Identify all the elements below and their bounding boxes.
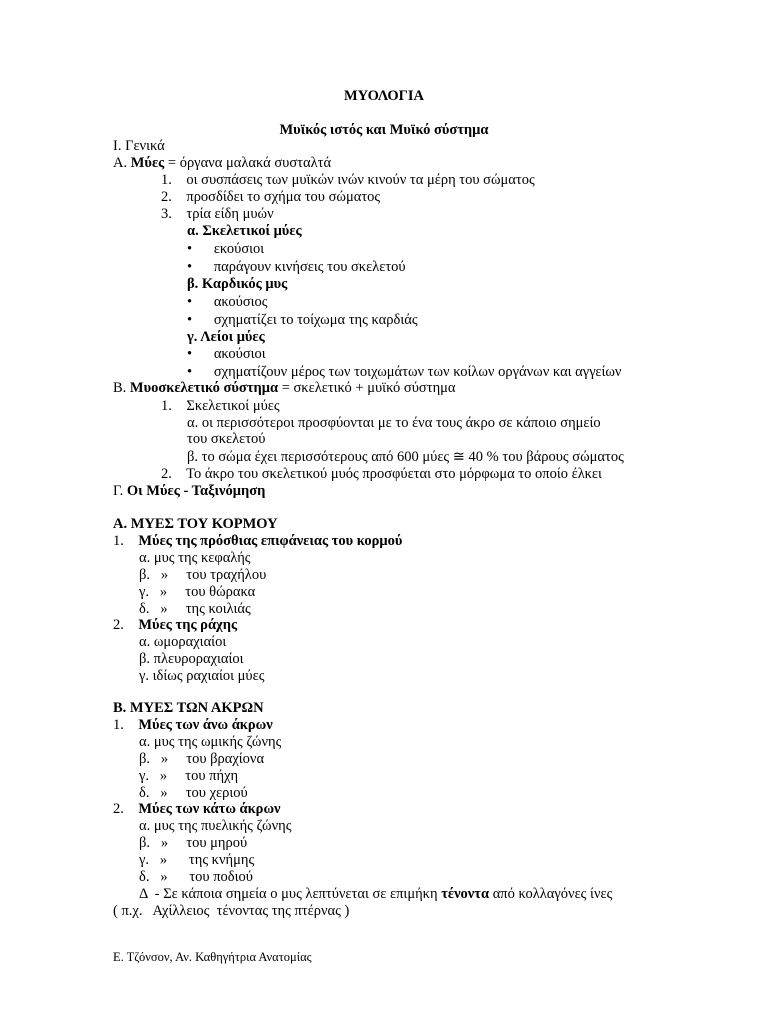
text-line [113, 380, 456, 397]
text-run: α. ωμοραχιαίοι [139, 634, 227, 650]
text-line [161, 189, 380, 206]
text-run: 2. προσδίδει το σχήμα του σώματος [161, 189, 381, 205]
text-run: β. » του βραχίονα [139, 751, 265, 767]
bold-text: Μύες των κάτω άκρων [138, 801, 281, 817]
text-run: 2. [113, 617, 139, 633]
text-line [187, 259, 406, 276]
text-run: δ. » του ποδιού [139, 869, 253, 885]
text-run: ( π.χ. Αχίλλειος τένοντας της πτέρνας ) [113, 903, 350, 919]
text-line [139, 818, 291, 835]
text-run: β. το σώμα έχει περισσότερους από 600 μύες ≅ 40 % του βάρους σώματος [187, 449, 624, 465]
text-line [187, 364, 621, 381]
text-line [187, 415, 601, 432]
text-line [187, 329, 265, 346]
text-run: β. πλευροραχιαίοι [139, 651, 244, 667]
text-run: Α. [113, 155, 131, 171]
text-run: • παράγουν κινήσεις του σκελετού [187, 259, 406, 275]
text-run: β. » του μηρού [139, 835, 248, 851]
text-line [139, 886, 612, 903]
text-line [187, 449, 624, 466]
text-run: α. οι περισσότεροι προσφύονται με το ένα τους άκρο σε κάποιο σημείο [187, 415, 601, 431]
bold-text: β. Καρδικός μυς [187, 276, 288, 292]
text-line [139, 869, 253, 886]
text-run: α. μυς της κεφαλής [139, 550, 251, 566]
text-run: Β. [113, 380, 130, 396]
text-line [139, 567, 266, 584]
bold-text: Οι Μύες - Ταξινόμηση [126, 483, 266, 499]
text-line [139, 601, 251, 618]
text-run: Ι. Γενικά [113, 138, 165, 154]
text-line [113, 483, 265, 500]
text-line [139, 734, 281, 751]
text-line [139, 668, 264, 685]
text-line [113, 801, 281, 818]
text-line [113, 903, 349, 920]
text-run: = όργανα μαλακά συσταλτά [164, 155, 332, 171]
text-line [139, 651, 244, 668]
text-run: 1. Σκελετικοί μύες [161, 398, 280, 414]
text-line [113, 533, 402, 550]
bold-text: Μυοσκελετικό σύστημα [129, 380, 279, 396]
page-footer: Ε. Τζόνσον, Αν. Καθηγήτρια Ανατομίας [113, 950, 312, 964]
bold-text: Μύες της πρόσθιας επιφάνειας του κορμού [138, 533, 403, 549]
text-line [187, 294, 268, 311]
text-line [139, 768, 238, 785]
text-line [139, 852, 254, 869]
text-run: β. » του τραχήλου [139, 567, 267, 583]
text-line [187, 223, 302, 240]
text-run: Δ - Σε κάποια σημεία ο μυς λεπτύνεται σε επιμήκη [139, 886, 442, 902]
bold-text: Μύες της ράχης [138, 617, 238, 633]
text-run: = σκελετικό + μυϊκό σύστημα [278, 380, 456, 396]
text-run: του σκελετού [187, 431, 266, 447]
text-line [187, 431, 265, 448]
text-line [161, 172, 535, 189]
text-run: • σχηματίζουν μέρος των τοιχωμάτων των κοίλων οργάνων και αγγείων [187, 364, 622, 380]
text-line [139, 835, 247, 852]
page-title: ΜΥΟΛΟΓΙΑ [343, 88, 425, 104]
text-line [113, 717, 273, 734]
text-run: από κολλαγόνες ίνες [489, 886, 613, 902]
text-run: γ. » της κνήμης [139, 852, 255, 868]
text-run: 3. τρία είδη μυών [161, 206, 274, 222]
text-run: • ακούσιοι [187, 346, 266, 362]
text-run: 1. οι συσπάσεις των μυϊκών ινών κινούν τα μέρη του σώματος [161, 172, 535, 188]
bold-text: Μύες [130, 155, 165, 171]
text-run: Γ. [113, 483, 127, 499]
text-run: 1. [113, 533, 139, 549]
text-line [113, 516, 278, 533]
text-line [161, 466, 602, 483]
text-line [139, 785, 248, 802]
text-run: γ. ιδίως ραχιαίοι μύες [139, 668, 265, 684]
text-line [161, 206, 274, 223]
text-run: α. μυς της ωμικής ζώνης [139, 734, 282, 750]
text-line [139, 584, 255, 601]
text-run: • ακούσιος [187, 294, 268, 310]
text-line [113, 155, 331, 172]
text-run: δ. » της κοιλιάς [139, 601, 251, 617]
text-line [187, 241, 264, 258]
bold-text: τένοντα [441, 886, 490, 902]
text-line [139, 634, 226, 651]
bold-text: Α. ΜΥΕΣ ΤΟΥ ΚΟΡΜΟΥ [113, 516, 278, 532]
text-line [139, 550, 251, 567]
text-line [113, 617, 237, 634]
text-run: δ. » του χεριού [139, 785, 248, 801]
bold-text: γ. Λείοι μύες [187, 329, 265, 345]
text-line [161, 398, 280, 415]
text-run: 2. [113, 801, 139, 817]
text-run: γ. » του θώρακα [139, 584, 256, 600]
text-line [187, 276, 287, 293]
text-run: 1. [113, 717, 139, 733]
text-line [113, 138, 165, 155]
text-line [187, 312, 418, 329]
text-run: γ. » του πήχη [139, 768, 239, 784]
bold-text: Β. ΜΥΕΣ ΤΩΝ ΑΚΡΩΝ [113, 700, 264, 716]
text-run: 2. Το άκρο του σκελετικού μυός προσφύεται στο μόρφωμα το οποίο έλκει [161, 466, 602, 482]
text-run: α. μυς της πυελικής ζώνης [139, 818, 292, 834]
text-run: • σχηματίζει το τοίχωμα της καρδιάς [187, 312, 418, 328]
text-line [139, 751, 264, 768]
text-run: • εκούσιοι [187, 241, 265, 257]
text-line [187, 346, 266, 363]
text-line [113, 700, 264, 717]
bold-text: α. Σκελετικοί μύες [187, 223, 302, 239]
page-subtitle: Μυϊκός ιστός και Μυϊκό σύστημα [279, 122, 489, 138]
bold-text: Μύες των άνω άκρων [138, 717, 273, 733]
